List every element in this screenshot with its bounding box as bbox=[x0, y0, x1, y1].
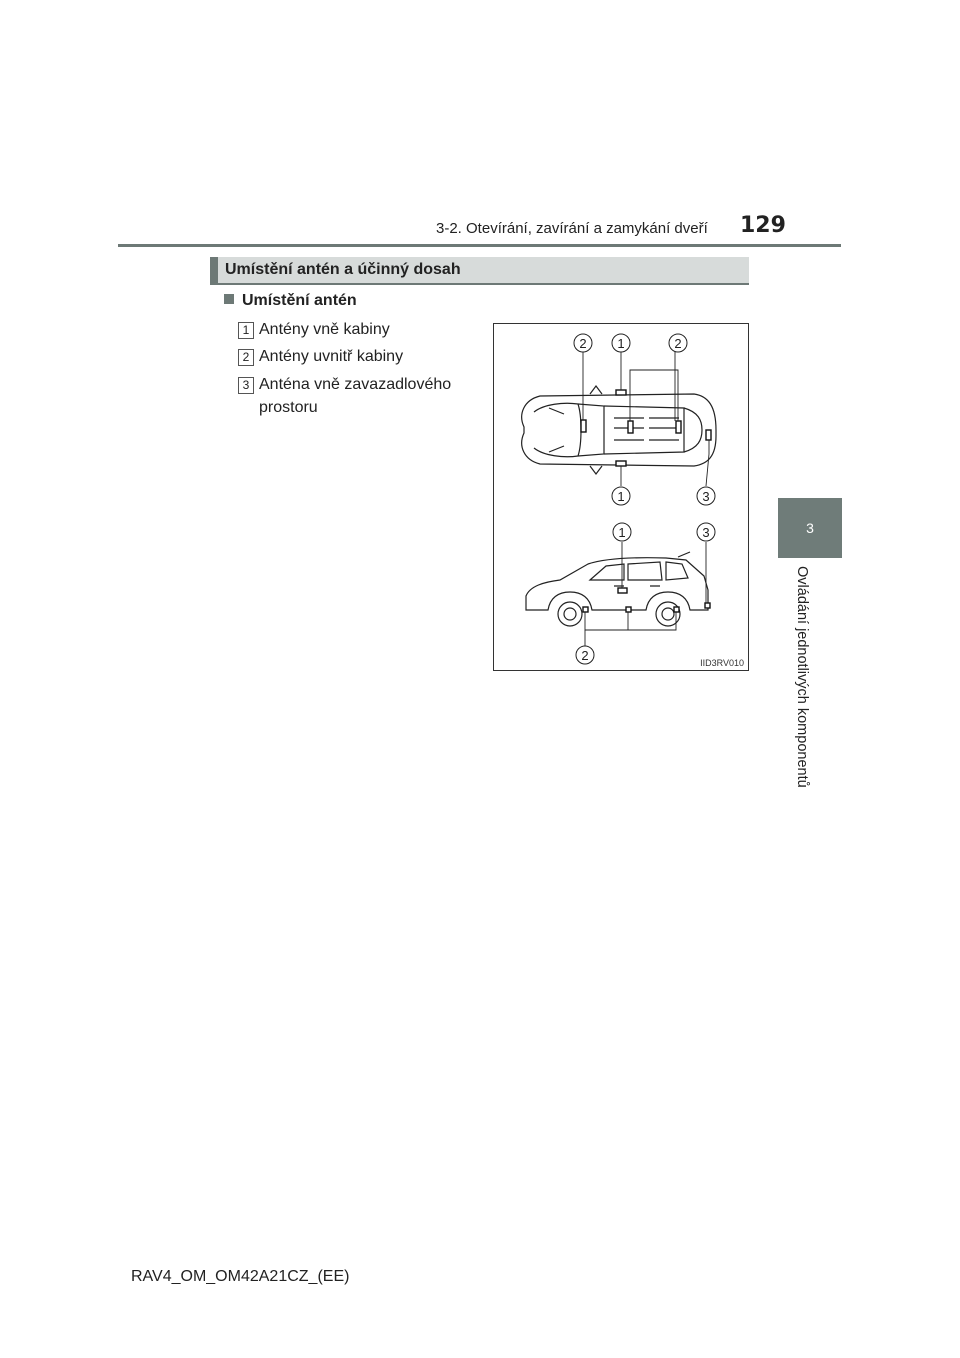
callout-1a: 1 bbox=[617, 336, 625, 351]
section-heading-accent bbox=[210, 257, 218, 285]
callout-1c: 1 bbox=[618, 525, 626, 540]
item-number-1: 1 bbox=[238, 322, 254, 339]
antenna-diagram bbox=[493, 323, 749, 671]
callout-2a: 2 bbox=[579, 336, 587, 351]
chapter-tab-number: 3 bbox=[806, 520, 814, 536]
item-number-3: 3 bbox=[238, 377, 254, 394]
callout-1b: 1 bbox=[617, 489, 625, 504]
callouts-top bbox=[574, 334, 715, 505]
item-number-2: 2 bbox=[238, 349, 254, 366]
subheading bbox=[224, 292, 357, 310]
section-heading-bar bbox=[210, 257, 749, 285]
callouts-side bbox=[576, 523, 715, 664]
section-title: Umístění antén a účinný dosah bbox=[225, 261, 461, 278]
square-bullet-icon bbox=[224, 294, 234, 304]
footer-code: RAV4_OM_OM42A21CZ_(EE) bbox=[131, 1268, 350, 1285]
car-diagram bbox=[494, 324, 748, 670]
callout-2b: 2 bbox=[674, 336, 682, 351]
figure-code: IID3RV010 bbox=[700, 658, 744, 668]
header-section-title: 3-2. Otevírání, zavírání a zamykání dveří bbox=[436, 220, 708, 237]
car-side-view bbox=[526, 552, 708, 626]
callout-3a: 3 bbox=[702, 489, 710, 504]
callout-3b: 3 bbox=[702, 525, 710, 540]
header-divider bbox=[118, 244, 841, 247]
chapter-tab-label: Ovládání jednotlivých komponentů bbox=[794, 566, 810, 788]
item-text-2: Antény uvnitř kabiny bbox=[259, 348, 404, 365]
chapter-tab bbox=[778, 498, 842, 558]
item-text-1: Antény vně kabiny bbox=[259, 321, 390, 338]
subheading-text: Umístění antén bbox=[242, 292, 357, 309]
page-number: 129 bbox=[740, 213, 786, 238]
callout-2c: 2 bbox=[581, 648, 589, 663]
item-text-3: Anténa vně zavazadlového prostoru bbox=[259, 376, 452, 416]
